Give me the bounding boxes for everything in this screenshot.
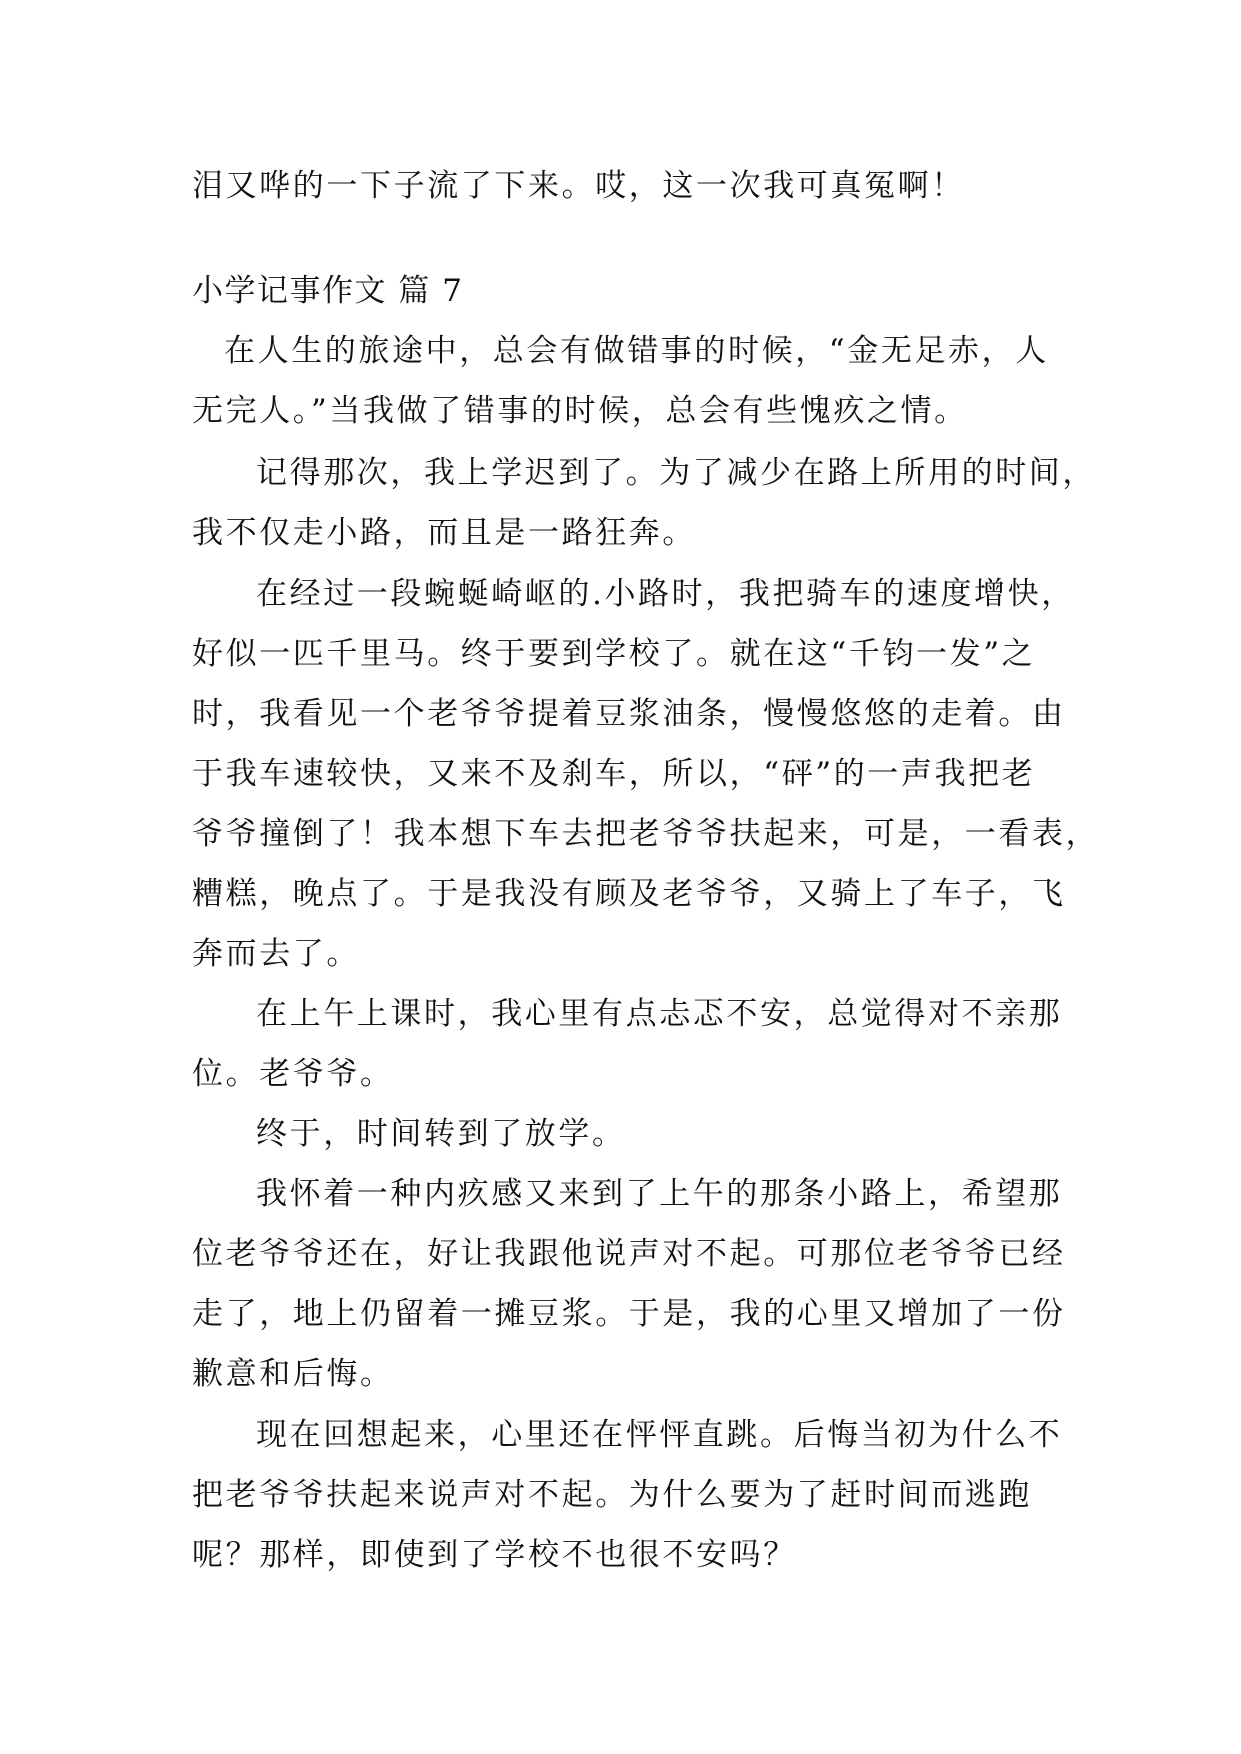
- text-line: 泪又哗的一下子流了下来。哎，这一次我可真冤啊！: [192, 168, 965, 204]
- text-line: 无完人。”当我做了错事的时候，总会有些愧疚之情。: [192, 393, 968, 429]
- text-line: 我不仅走小路，而且是一路狂奔。: [192, 515, 696, 551]
- text-line: 在经过一段蜿蜒崎岖的.小路时，我把骑车的速度增快，: [256, 576, 1075, 612]
- text-line: 好似一匹千里马。终于要到学校了。就在这“千钧一发”之: [192, 636, 1036, 672]
- text-line: 记得那次，我上学迟到了。为了减少在路上所用的时间，: [256, 455, 1096, 491]
- text-line: 时，我看见一个老爷爷提着豆浆油条，慢慢悠悠的走着。由: [192, 696, 1066, 732]
- text-line: 在上午上课时，我心里有点忐忑不安，总觉得对不亲那: [256, 996, 1063, 1032]
- text-line: 位老爷爷还在，好让我跟他说声对不起。可那位老爷爷已经: [192, 1236, 1066, 1272]
- text-line: 糟糕，晚点了。于是我没有顾及老爷爷，又骑上了车子，飞: [192, 876, 1066, 912]
- text-line: 我怀着一种内疚感又来到了上午的那条小路上，希望那: [256, 1176, 1063, 1212]
- text-line: 把老爷爷扶起来说声对不起。为什么要为了赶时间而逃跑: [192, 1477, 1032, 1513]
- text-line: 现在回想起来，心里还在怦怦直跳。后悔当初为什么不: [256, 1417, 1063, 1453]
- text-line: 呢？那样，即使到了学校不也很不安吗？: [192, 1537, 797, 1573]
- text-line: 位。老爷爷。: [192, 1056, 394, 1092]
- section-heading: 小学记事作文 篇 7: [192, 273, 464, 309]
- text-line: 爷爷撞倒了！我本想下车去把老爷爷扶起来，可是，一看表，: [192, 816, 1100, 852]
- text-line: 走了，地上仍留着一摊豆浆。于是，我的心里又增加了一份: [192, 1296, 1066, 1332]
- text-line: 歉意和后悔。: [192, 1356, 394, 1392]
- text-line: 终于，时间转到了放学。: [256, 1116, 626, 1152]
- text-line: 于我车速较快，又来不及刹车，所以，“砰”的一声我把老: [192, 756, 1036, 792]
- text-line: 奔而去了。: [192, 936, 360, 972]
- text-line: 在人生的旅途中，总会有做错事的时候，“金无足赤，人: [224, 333, 1049, 369]
